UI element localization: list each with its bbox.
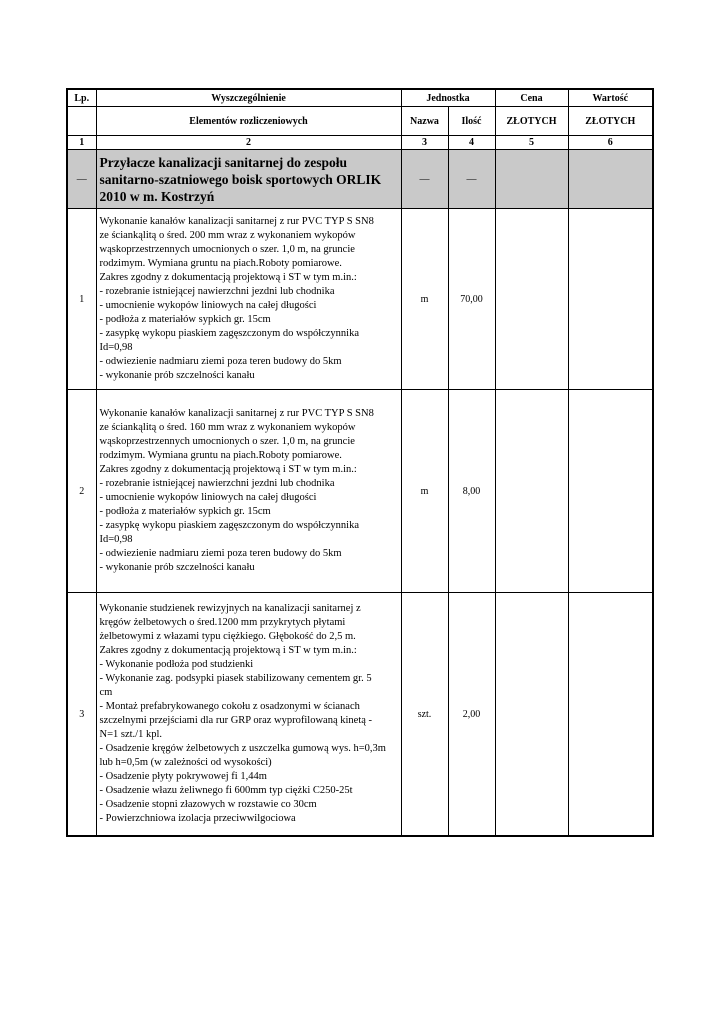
col-number-2: 2 bbox=[96, 136, 401, 150]
row-price bbox=[495, 593, 568, 837]
header-row-2 bbox=[67, 107, 653, 136]
row-unit: m bbox=[401, 390, 448, 593]
column-number-row bbox=[67, 136, 653, 150]
section-value bbox=[568, 150, 653, 209]
header-lp-blank bbox=[67, 107, 96, 136]
row-unit: m bbox=[401, 209, 448, 390]
section-price bbox=[495, 150, 568, 209]
header-quantity: Ilość bbox=[448, 107, 495, 136]
section-unit: — bbox=[401, 150, 448, 209]
row-quantity: 70,00 bbox=[448, 209, 495, 390]
row-value bbox=[568, 209, 653, 390]
row-unit: szt. bbox=[401, 593, 448, 837]
row-lp: 3 bbox=[67, 593, 96, 837]
row-value bbox=[568, 593, 653, 837]
header-unit-name: Nazwa bbox=[401, 107, 448, 136]
header-price: Cena bbox=[495, 89, 568, 107]
row-quantity: 8,00 bbox=[448, 390, 495, 593]
header-description-sub: Elementów rozliczeniowych bbox=[96, 107, 401, 136]
header-unit: Jednostka bbox=[401, 89, 495, 107]
header-description: Wyszczególnienie bbox=[96, 89, 401, 107]
header-price-currency: ZŁOTYCH bbox=[495, 107, 568, 136]
table-row bbox=[67, 390, 653, 593]
row-lp: 2 bbox=[67, 390, 96, 593]
section-title: Przyłacze kanalizacji sanitarnej do zespołu sanitarno-szatniowego boisk sportowych ORLIK 2010 w m. Kostrzyń bbox=[96, 150, 401, 209]
row-lp: 1 bbox=[67, 209, 96, 390]
header-value-currency: ZŁOTYCH bbox=[568, 107, 653, 136]
col-number-1: 1 bbox=[67, 136, 96, 150]
section-lp: — bbox=[67, 150, 96, 209]
table-row bbox=[67, 593, 653, 837]
row-value bbox=[568, 390, 653, 593]
row-description: Wykonanie studzienek rewizyjnych na kanalizacji sanitarnej z kręgów żelbetowych o śred.1200 mm przykrytych płytami żelbetowymi z włazami typu ciężkiego. Głębokość do 2,5 m. Zakres zgodny z dokumentacją projektową i ST w tym m.in.: - Wykonanie podłoża pod studzienki - Wykonanie zag. podsypki piasek stabilizowany cementem gr. 5 cm - Montaż prefabrykowanego cokołu z osadzonymi w ścianach szczelnymi przejściami dla rur GRP oraz wyprofilowaną kinetą - N=1 szt./1 kpl. - Osadzenie kręgów żelbetowych z uszczelka gumową wys. h=0,3m lub h=0,5m (w zależności od wysokości) - Osadzenie płyty pokrywowej fi 1,44m - Osadzenie włazu żeliwnego fi 600mm typ ciężki C250-25t - Osadzenie stopni złazowych w rozstawie co 30cm - Powierzchniowa izolacja przeciwwilgociowa bbox=[96, 593, 401, 837]
col-number-5: 5 bbox=[495, 136, 568, 150]
row-description: Wykonanie kanałów kanalizacji sanitarnej z rur PVC TYP S SN8 ze ściankąlitą o śred. 160 mm wraz z wykonaniem wykopów wąskoprzestrzennych umocnionych o szer. 1,0 m, na gruncie rodzimym. Wymiana gruntu na piach.Roboty pomiarowe. Zakres zgodny z dokumentacją projektową i ST w tym m.in.: - rozebranie istniejącej nawierzchni jezdni lub chodnika - umocnienie wykopów liniowych na całej długości - podłoża z materiałów sypkich gr. 15cm - zasypkę wykopu piaskiem zagęszczonym do współczynnika Id=0,98 - odwiezienie nadmiaru ziemi poza teren budowy do 5km - wykonanie prób szczelności kanału bbox=[96, 390, 401, 593]
section-row bbox=[67, 150, 653, 209]
row-price bbox=[495, 209, 568, 390]
col-number-3: 3 bbox=[401, 136, 448, 150]
header-lp: Lp. bbox=[67, 89, 96, 107]
row-description: Wykonanie kanałów kanalizacji sanitarnej z rur PVC TYP S SN8 ze ściankąlitą o śred. 200 mm wraz z wykonaniem wykopów wąskoprzestrzennych umocnionych o szer. 1,0 m, na gruncie rodzimym. Wymiana gruntu na piach.Roboty pomiarowe. Zakres zgodny z dokumentacją projektową i ST w tym m.in.: - rozebranie istniejącej nawierzchni jezdni lub chodnika - umocnienie wykopów liniowych na całej długości - podłoża z materiałów sypkich gr. 15cm - zasypkę wykopu piaskiem zagęszczonym do współczynnika Id=0,98 - odwiezienie nadmiaru ziemi poza teren budowy do 5km - wykonanie prób szczelności kanału bbox=[96, 209, 401, 390]
header-value: Wartość bbox=[568, 89, 653, 107]
row-quantity: 2,00 bbox=[448, 593, 495, 837]
cost-estimate-table bbox=[66, 88, 654, 837]
header-row-1 bbox=[67, 89, 653, 107]
section-quantity: — bbox=[448, 150, 495, 209]
col-number-6: 6 bbox=[568, 136, 653, 150]
row-price bbox=[495, 390, 568, 593]
col-number-4: 4 bbox=[448, 136, 495, 150]
table-row bbox=[67, 209, 653, 390]
